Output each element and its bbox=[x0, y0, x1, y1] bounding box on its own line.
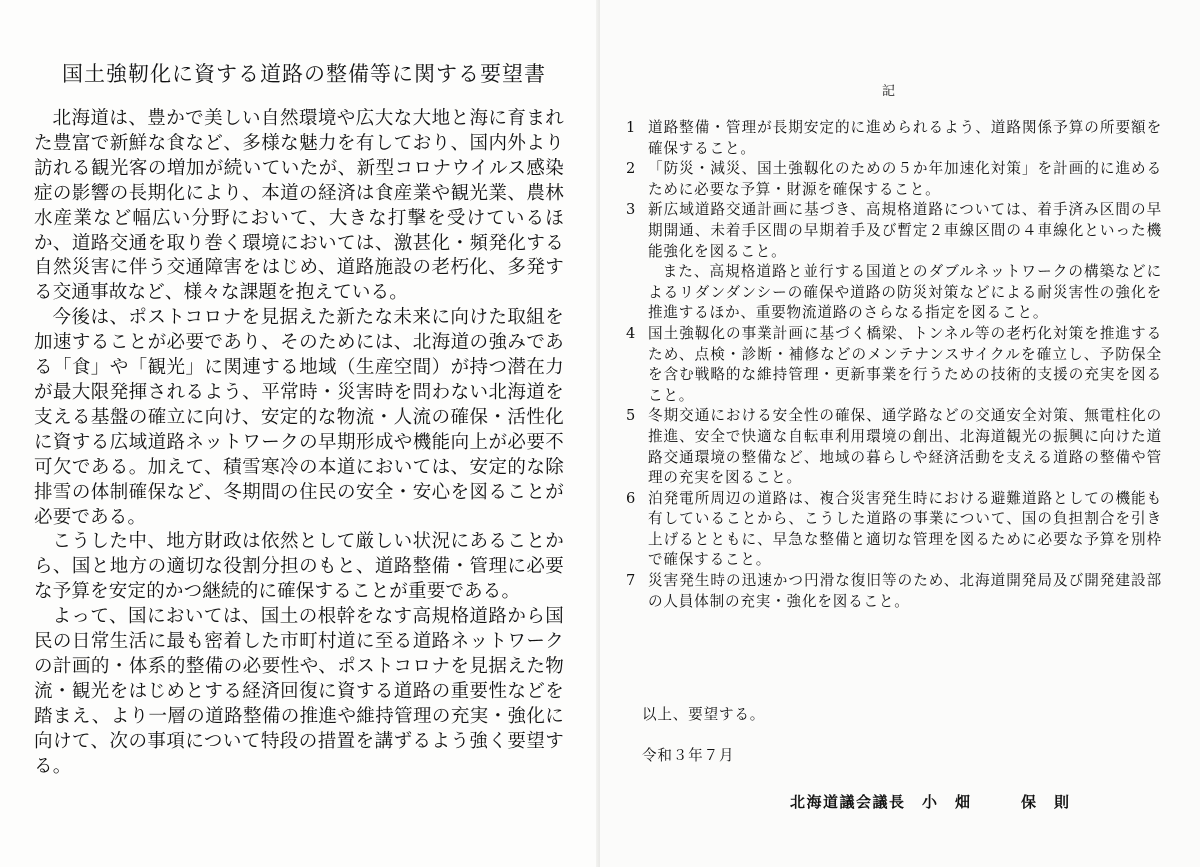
request-items-list bbox=[626, 118, 1162, 612]
signature-line: 北海道議会議長 小 畑 保 則 bbox=[790, 793, 1071, 811]
item-number: 2 bbox=[626, 160, 637, 178]
request-item-6 bbox=[626, 489, 1162, 571]
body-paragraph-1: 北海道は、豊かで美しい自然環境や広大な大地と海に育まれた豊富で新鮮な食など、多様な魅力を有しており、国内外より訪れる観光客の増加が続いていたが、新型コロナウイルス感染症の影響の長期化により、本道の経済は食産業や観光業、農林水産業など幅広い分野において、大きな打撃を受けているほか、道路交通を取り巻く環境においては、激甚化・頻発化する自然災害に伴う交通障害をはじめ、道路施設の老朽化、多発する交通事故など、様々な課題を抱えている。 bbox=[34, 108, 564, 304]
body-paragraph-2: 今後は、ポストコロナを見据えた新たな未来に向けた取組を加速することが必要であり、そのためには、北海道の強みである「食」や「観光」に関連する地域（生産空間）が持つ潜在力が最大限発揮されるよう、平常時・災害時を問わない北海道を支える基盤の確立に向け、安定的な物流・人流の確保・活性化に資する広域道路ネットワークの早期形成や機能向上が必要不可欠である。加えて、積雪寒冷の本道においては、安定的な除排雪の体制確保など、冬期間の住民の安全・安心を図ることが必要である。 bbox=[34, 307, 564, 528]
item-number: 5 bbox=[626, 407, 637, 425]
item-text: 「防災・減災、国土強靱化のための５か年加速化対策」を計画的に進めるために必要な予算・財源を確保すること。 bbox=[648, 160, 1162, 198]
item-text: 冬期交通における安全性の確保、通学路などの交通安全対策、無電柱化の推進、安全で快適な自転車利用環境の創出、北海道観光の振興に向けた道路交通環境の整備など、地域の暮らしや経済活動を支える道路の整備や管理の充実を図ること。 bbox=[648, 407, 1162, 487]
item-number: 1 bbox=[626, 119, 637, 136]
request-item-2 bbox=[626, 159, 1162, 200]
body-paragraph-3: こうした中、地方財政は依然として厳しい状況にあることから、国と地方の適切な役割分担のもと、道路整備・管理に必要な予算を安定的かつ継続的に確保することが重要である。 bbox=[34, 531, 564, 603]
item-text: 泊発電所周辺の道路は、複合災害発生時における避難道路としての機能も有していることから、こうした道路の事業について、国の負担割合を引き上げるとともに、早急な整備と適切な管理を図るために必要な予算を別枠で確保すること。 bbox=[648, 489, 1162, 569]
request-body bbox=[34, 107, 564, 779]
ki-heading: 記 bbox=[882, 84, 896, 99]
request-item-4 bbox=[626, 324, 1162, 406]
request-item-7 bbox=[626, 571, 1162, 612]
item-number: 6 bbox=[626, 489, 637, 507]
item-number: 7 bbox=[626, 572, 637, 590]
body-paragraph-4: よって、国においては、国土の根幹をなす高規格道路から国民の日常生活に最も密着した市町村道に至る道路ネットワークの計画的・体系的整備の必要性や、ポストコロナを見据えた物流・観光をはじめとする経済回復に資する道路の重要性などを踏まえ、より一層の道路整備の推進や維持管理の充実・強化に向けて、次の事項について特段の措置を講ずるよう強く要望する。 bbox=[34, 606, 564, 777]
item-text: 道路整備・管理が長期安定的に進められるよう、道路関係予算の所要額を確保すること。 bbox=[648, 119, 1162, 157]
request-item-5 bbox=[626, 406, 1162, 488]
item-number: 4 bbox=[626, 324, 637, 342]
request-item-3-extra: また、高規格道路と並行する国道とのダブルネットワークの構築などによるリダンダンシーの確保や道路の防災対策などによる耐災害性の強化を推進するほか、重要物流道路のさらなる指定を図ること。 bbox=[648, 263, 1162, 322]
request-item-1 bbox=[626, 118, 1162, 159]
document-date: 令和３年７月 bbox=[642, 747, 735, 764]
item-text: 災害発生時の迅速かつ円滑な復旧等のため、北海道開発局及び開発建設部の人員体制の充実・強化を図ること。 bbox=[648, 572, 1162, 610]
item-text: 新広域道路交通計画に基づき、高規格道路については、着手済み区間の早期開通、未着手区間の早期着手及び暫定２車線区間の４車線化といった機能強化を図ること。 bbox=[648, 201, 1162, 260]
request-item-3 bbox=[626, 200, 1162, 262]
item-number: 3 bbox=[626, 201, 637, 219]
closing-statement: 以上、要望する。 bbox=[642, 706, 766, 723]
item-text: 国土強靱化の事業計画に基づく橋梁、トンネル等の老朽化対策を推進するため、点検・診断・補修などのメンテナンスサイクルを確立し、予防保全を含む戦略的な維持管理・更新事業を行うための技術的支援の充実を図ること。 bbox=[648, 324, 1162, 404]
document-title: 国土強靭化に資する道路の整備等に関する要望書 bbox=[62, 62, 546, 86]
